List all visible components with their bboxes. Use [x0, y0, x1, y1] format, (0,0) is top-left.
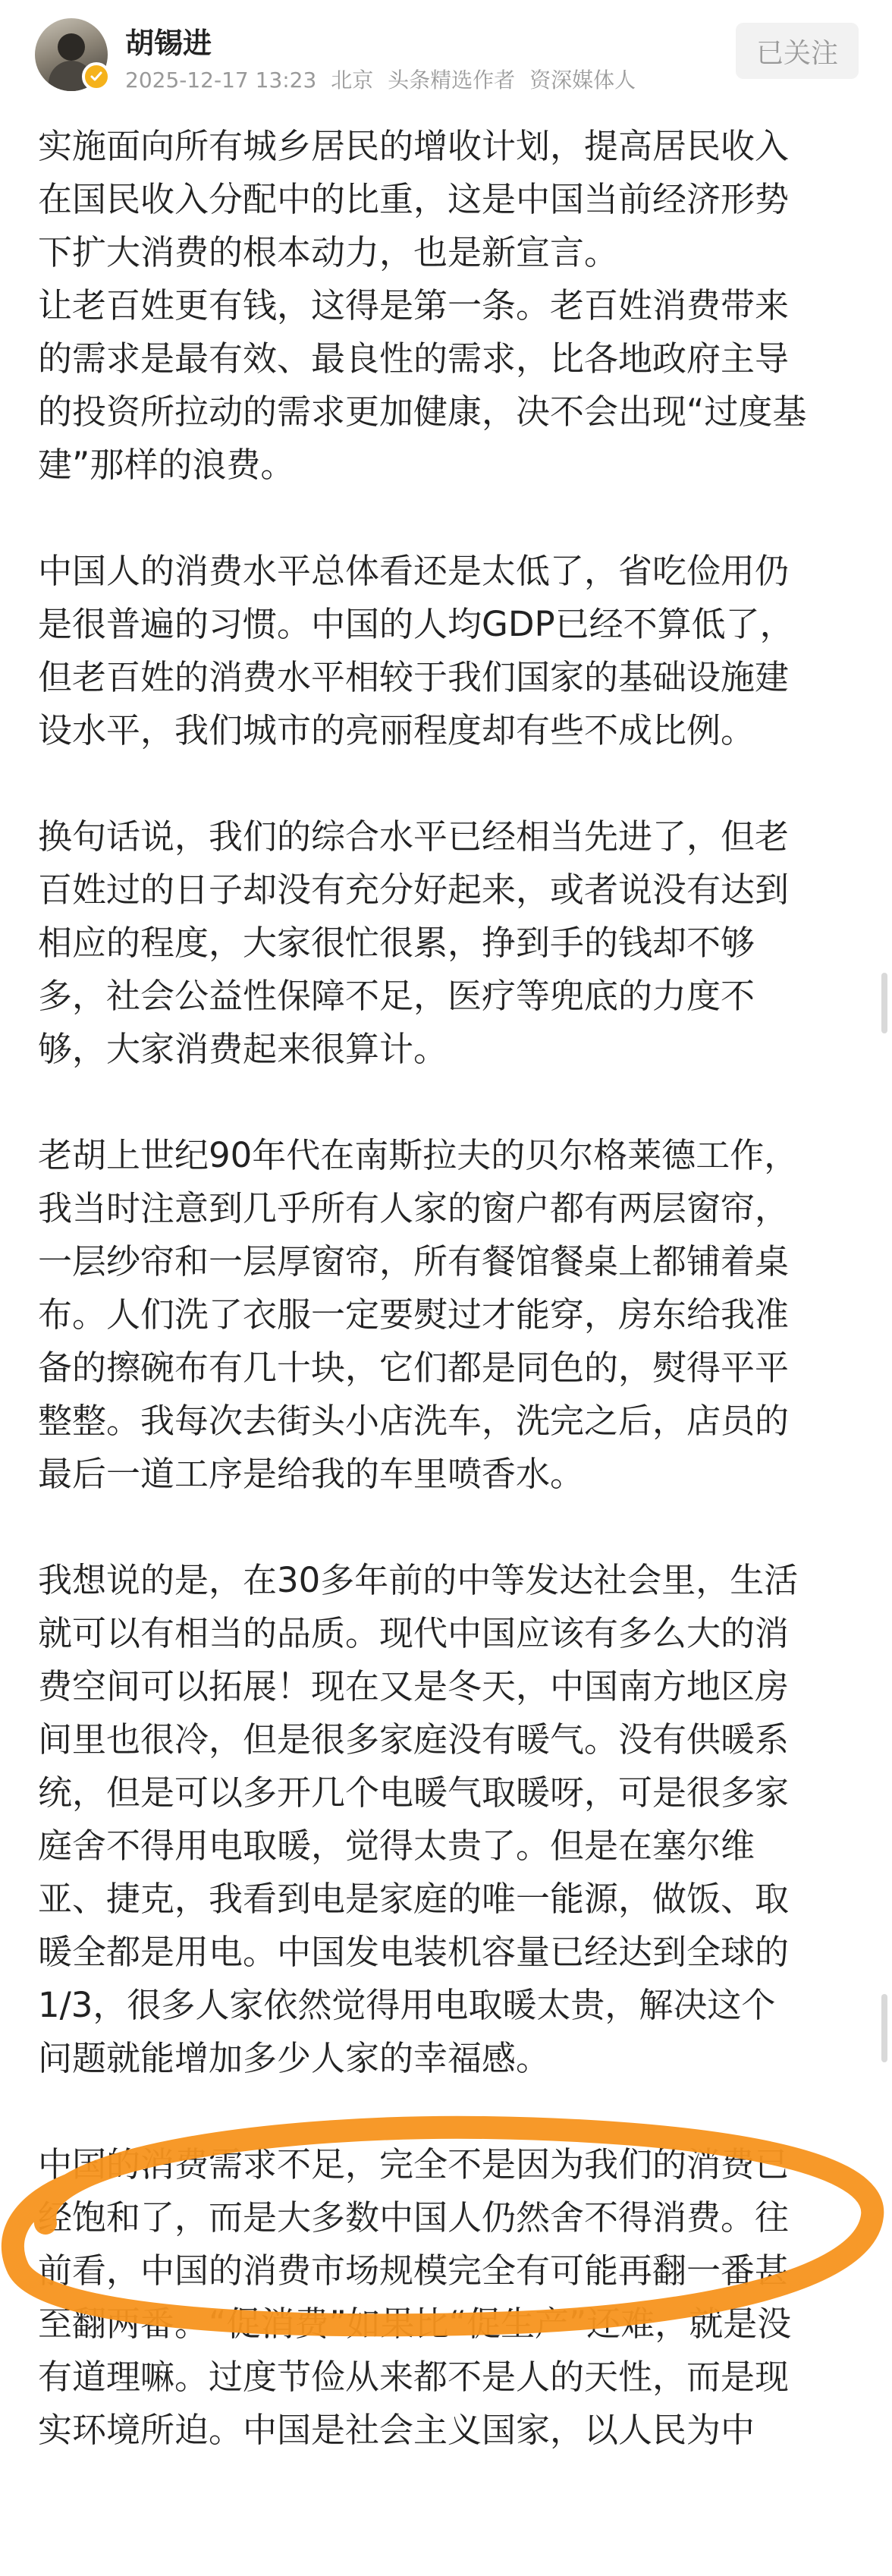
article-paragraph	[38, 810, 857, 1076]
text-line: 有道理嘛。过度节俭从来都不是人的天性，而是现	[38, 2357, 790, 2397]
text-line: 一层纱帘和一层厚窗帘，所有餐馆餐桌上都铺着桌	[38, 1241, 790, 1282]
author-tag: 头条精选作者	[388, 68, 516, 93]
text-line: 我想说的是，在30多年前的中等发达社会里，生活	[38, 1560, 799, 1600]
text-line: 的需求是最有效、最良性的需求，比各地政府主导	[38, 338, 790, 379]
text-line: 统，但是可以多开几个电暖气取暖呀，可是很多家	[38, 1772, 790, 1813]
text-line: 的投资所拉动的需求更加健康，决不会出现“过度基	[38, 392, 807, 432]
publish-date: 2025-12-17 13:23	[125, 68, 317, 93]
text-line: 让老百姓更有钱，这得是第一条。老百姓消费带来	[38, 285, 790, 326]
article-meta	[125, 64, 643, 94]
scrollbar-thumb[interactable]	[881, 973, 887, 1033]
text-line: 间里也很冷，但是很多家庭没有暖气。没有供暖系	[38, 1719, 790, 1760]
text-line: 建”那样的浪费。	[38, 445, 295, 485]
avatar-head-shape	[58, 33, 85, 61]
follow-button[interactable]: 已关注	[736, 23, 859, 79]
verified-check-icon	[82, 62, 111, 91]
article-paragraph	[38, 2138, 857, 2457]
author-tag: 资深媒体人	[529, 68, 636, 93]
text-line: 下扩大消费的根本动力，也是新宣言。	[38, 232, 619, 272]
text-line: 中国的消费需求不足，完全不是因为我们的消费已	[38, 2144, 790, 2184]
article-paragraph	[38, 1554, 857, 2085]
text-line: 最后一道工序是给我的车里喷香水。	[38, 1454, 585, 1494]
text-line: 是很普遍的习惯。中国的人均GDP已经不算低了，	[38, 604, 794, 644]
text-line: 庭舍不得用电取暖，觉得太贵了。但是在塞尔维	[38, 1826, 755, 1866]
text-line: 前看，中国的消费市场规模完全有可能再翻一番甚	[38, 2250, 790, 2291]
text-line: 就可以有相当的品质。现代中国应该有多么大的消	[38, 1613, 790, 1653]
text-line: 问题就能增加多少人家的幸福感。	[38, 2038, 551, 2078]
text-line: 亚、捷克，我看到电是家庭的唯一能源，做饭、取	[38, 1879, 790, 1919]
scrollbar-thumb[interactable]	[881, 1994, 887, 2062]
text-line: 布。人们洗了衣服一定要熨过才能穿，房东给我准	[38, 1294, 790, 1335]
text-line: 我当时注意到几乎所有人家的窗户都有两层窗帘，	[38, 1188, 790, 1228]
text-line: 暖全都是用电。中国发电装机容量已经达到全球的	[38, 1932, 790, 1972]
text-line: 在国民收入分配中的比重，这是中国当前经济形势	[38, 179, 790, 219]
text-line: 设水平，我们城市的亮丽程度却有些不成比例。	[38, 710, 755, 750]
text-line: 备的擦碗布有几十块，它们都是同色的，熨得平平	[38, 1348, 790, 1388]
text-line: 整整。我每次去街头小店洗车，洗完之后，店员的	[38, 1401, 790, 1441]
author-name[interactable]: 胡锡进	[125, 27, 212, 60]
text-line: 百姓过的日子却没有充分好起来，或者说没有达到	[38, 870, 790, 910]
text-line: 相应的程度，大家很忙很累，挣到手的钱却不够	[38, 923, 755, 963]
text-line: 实施面向所有城乡居民的增收计划，提高居民收入	[38, 126, 790, 166]
article-paragraph	[38, 1129, 857, 1501]
text-line: 但老百姓的消费水平相较于我们国家的基础设施建	[38, 657, 790, 697]
text-line: 经饱和了，而是大多数中国人仍然舍不得消费。往	[38, 2197, 790, 2238]
text-line: 老胡上世纪90年代在南斯拉夫的贝尔格莱德工作，	[38, 1135, 799, 1175]
article-header	[0, 0, 892, 114]
text-line: 多，社会公益性保障不足，医疗等兜底的力度不	[38, 976, 755, 1016]
text-line: 换句话说，我们的综合水平已经相当先进了，但老	[38, 816, 790, 857]
text-line: 费空间可以拓展！现在又是冬天，中国南方地区房	[38, 1666, 790, 1706]
text-line: 至翻两番。“促消费”如果比“促生产”还难，就是没	[38, 2304, 792, 2344]
article-body	[38, 120, 857, 2457]
text-line: 1/3，很多人家依然觉得用电取暖太贵，解决这个	[38, 1985, 776, 2025]
text-line: 够，大家消费起来很算计。	[38, 1029, 448, 1069]
text-line: 实环境所迫。中国是社会主义国家，以人民为中	[38, 2410, 755, 2450]
article-paragraph	[38, 120, 857, 492]
article-paragraph	[38, 545, 857, 757]
publish-location: 北京	[331, 68, 374, 93]
text-line: 中国人的消费水平总体看还是太低了，省吃俭用仍	[38, 551, 790, 591]
